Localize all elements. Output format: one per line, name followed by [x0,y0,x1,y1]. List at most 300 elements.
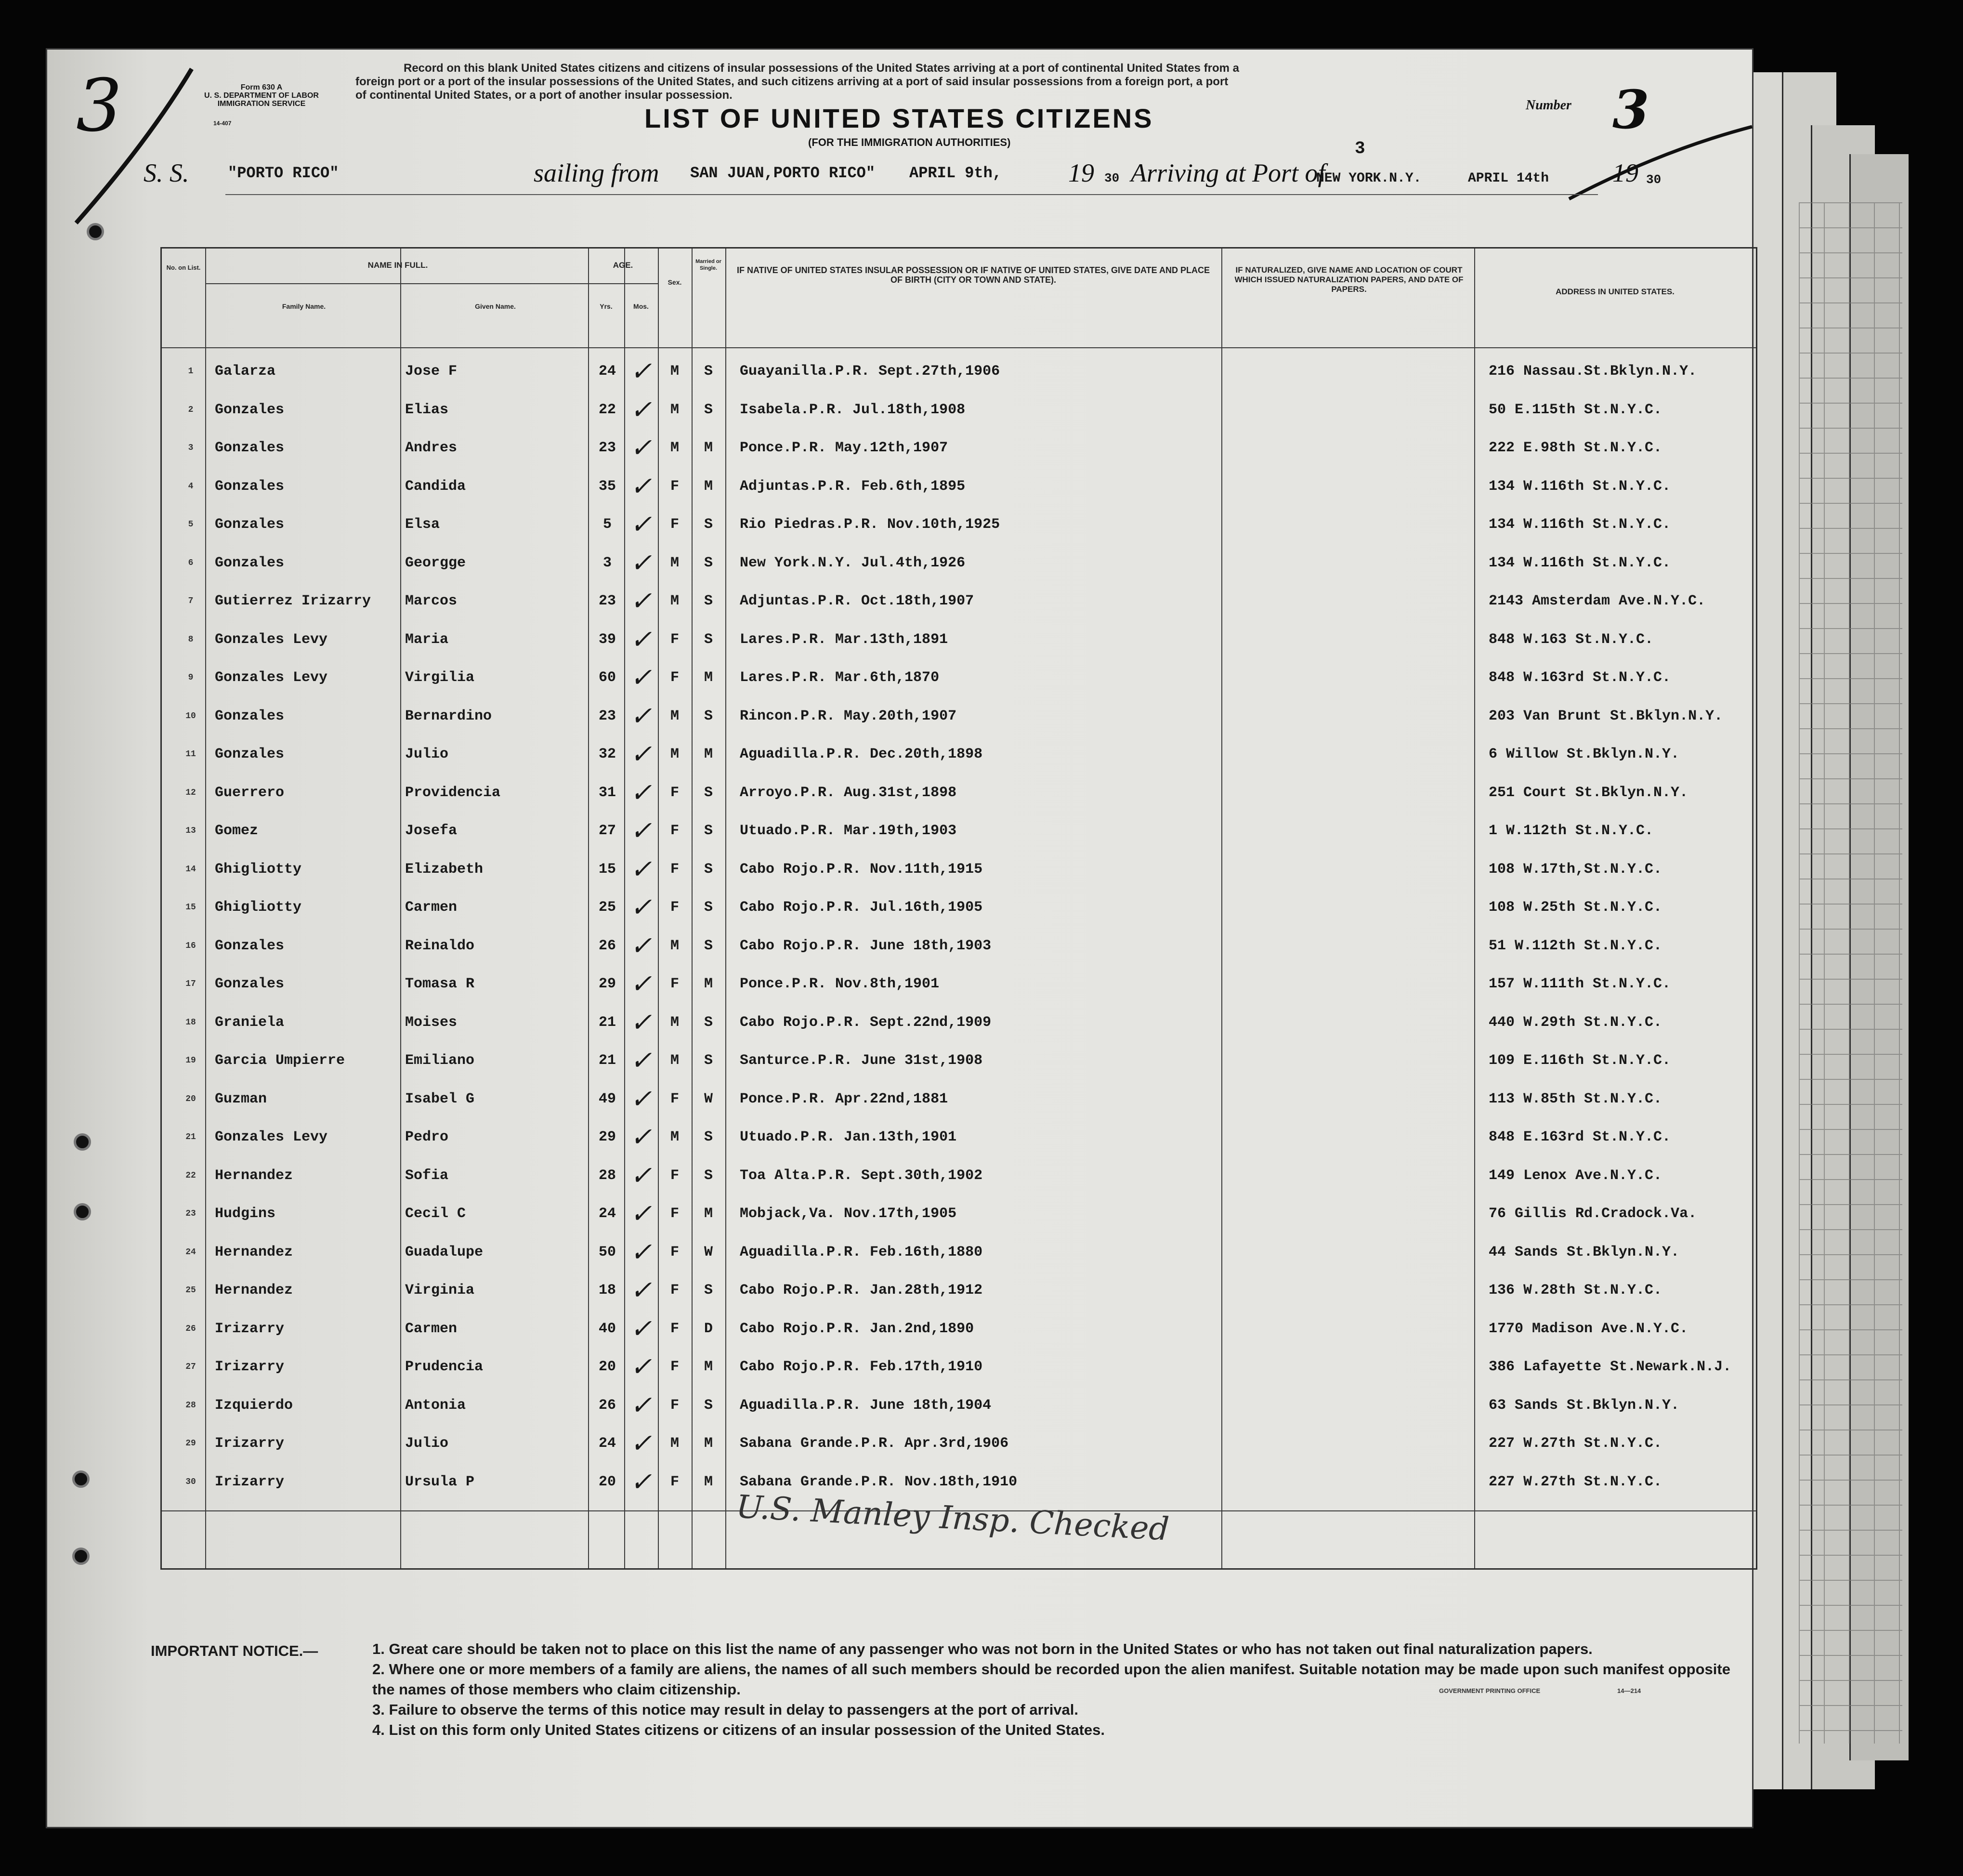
given-name: Virgilia [405,669,475,686]
table-row [162,965,1756,1003]
family-name: Gonzales [215,440,285,456]
sex: F [670,516,679,533]
family-name: Ghigliotty [215,899,302,916]
sex: F [670,1167,679,1184]
marital-status: S [704,784,713,801]
birth-place-date: Cabo Rojo.P.R. June 18th,1903 [740,937,992,954]
sex: F [670,631,679,648]
voyage-rule [225,194,1598,195]
age-years: 26 [598,1397,616,1414]
family-name: Gonzales Levy [215,631,328,648]
table-row [162,1271,1756,1310]
birth-place-date: Sabana Grande.P.R. Apr.3rd,1906 [740,1435,1009,1452]
number-label: Number [1526,98,1571,113]
birth-place-date: Ponce.P.R. Nov.8th,1901 [740,976,940,992]
manifest-sheet [46,48,1754,1828]
preamble-line: of continental United States, or a port of another insular possession. [355,89,733,102]
table-row [162,1348,1756,1386]
family-name: Gonzales Levy [215,669,328,686]
birth-place-date: Aguadilla.P.R. June 18th,1904 [740,1397,992,1414]
checkmark-icon: ✓ [630,1045,652,1076]
preamble-line: foreign port or a port of the insular possessions of the United States, and such citizens arriving at a port of said insular possessions from a foreign port, a port [355,75,1229,88]
age-years: 21 [598,1052,616,1069]
given-name: Guadalupe [405,1244,484,1260]
table-row [162,812,1756,850]
arrival-port: NEW YORK.N.Y. [1316,171,1422,186]
row-number: 1 [188,367,194,376]
sex: F [670,1320,679,1337]
marital-status: S [704,631,713,648]
us-address: 848 W.163 St.N.Y.C. [1489,631,1654,648]
row-number: 27 [185,1362,196,1372]
sailing-from: SAN JUAN,PORTO RICO" [690,164,876,182]
age-years: 32 [598,746,616,762]
row-number: 3 [188,443,194,453]
marital-status: S [704,1167,713,1184]
age-years: 27 [598,823,616,839]
given-name: Julio [405,1435,449,1452]
form-small-code: 14-407 [213,120,232,127]
table-row [162,1156,1756,1195]
sex: F [670,1244,679,1260]
table-row [162,467,1756,506]
checkmark-icon: ✓ [630,586,652,616]
sex: M [670,1052,679,1069]
marital-status: S [704,937,713,954]
family-name: Hernandez [215,1167,293,1184]
age-years: 24 [598,1206,616,1222]
checkmark-icon: ✓ [630,471,652,501]
family-name: Galarza [215,363,276,380]
birth-place-date: Cabo Rojo.P.R. Nov.11th,1915 [740,861,983,878]
sex: F [670,1397,679,1414]
checkmark-icon: ✓ [630,739,652,769]
given-name: Carmen [405,899,458,916]
given-name: Antonia [405,1397,466,1414]
sex: F [670,1359,679,1375]
sex: F [670,1282,679,1299]
table-row [162,1386,1756,1425]
row-number: 9 [188,673,194,682]
table-row [162,544,1756,582]
sex: M [670,708,679,724]
row-number: 30 [185,1477,196,1487]
notice-item: 1. Great care should be taken not to place on this list the name of any passenger who was not born in the United States or who has not taken out final naturalization papers. [372,1640,1593,1657]
marital-status: S [704,554,713,571]
family-name: Graniela [215,1014,285,1031]
table-row [162,888,1756,927]
checkmark-icon: ✓ [630,892,652,922]
family-name: Gonzales [215,746,285,762]
birth-place-date: Ponce.P.R. May.12th,1907 [740,440,948,456]
checkmark-icon: ✓ [630,853,652,884]
table-row [162,620,1756,659]
printer-credit: GOVERNMENT PRINTING OFFICE [1439,1687,1541,1694]
us-address: 76 Gillis Rd.Cradock.Va. [1489,1206,1697,1222]
checkmark-icon: ✓ [630,433,652,463]
table-row [162,774,1756,812]
age-years: 49 [598,1090,616,1107]
us-address: 108 W.17th,St.N.Y.C. [1489,861,1662,878]
birth-place-date: Utuado.P.R. Mar.19th,1903 [740,823,957,839]
age-years: 21 [598,1014,616,1031]
sex: F [670,1473,679,1490]
row-number: 28 [185,1400,196,1410]
table-row [162,850,1756,889]
birth-place-date: Toa Alta.P.R. Sept.30th,1902 [740,1167,983,1184]
preamble-line: Record on this blank United States citizens and citizens of insular possessions of the United States arriving at a port of continental United States from a [404,62,1239,75]
number-underline-mark [1564,122,1757,204]
row-number: 12 [185,787,196,798]
punch-hole [74,1203,91,1220]
sex: M [670,937,679,954]
inspector-signature: U.S. Manley Insp. Checked [735,1488,1170,1548]
service-name: IMMIGRATION SERVICE [217,100,306,108]
sex: M [670,593,679,609]
checkmark-icon: ✓ [630,1236,652,1267]
checkmark-icon: ✓ [630,815,652,846]
family-name: Gonzales [215,516,285,533]
given-name: Carmen [405,1320,458,1337]
header-birth: IF NATIVE OF UNITED STATES INSULAR POSSESSION OR IF NATIVE OF UNITED STATES, GIVE DATE AND PLACE OF BIRTH (CITY OR TOWN AND STATE). [736,265,1210,285]
header-married: Married or Single. [695,259,721,271]
us-address: 134 W.116th St.N.Y.C. [1489,516,1671,533]
sex: M [670,401,679,418]
age-years: 26 [598,937,616,954]
age-years: 20 [598,1359,616,1375]
age-years: 22 [598,401,616,418]
age-years: 31 [598,784,616,801]
row-number: 24 [185,1247,196,1257]
row-number: 18 [185,1017,196,1027]
marital-status: S [704,1052,713,1069]
age-years: 60 [598,669,616,686]
sex: F [670,784,679,801]
us-address: 2143 Amsterdam Ave.N.Y.C. [1489,593,1706,609]
given-name: Providencia [405,784,501,801]
checkmark-icon: ✓ [630,1007,652,1037]
marital-status: M [704,1206,713,1222]
family-name: Irizarry [215,1473,285,1490]
age-years: 23 [598,593,616,609]
row-number: 2 [188,405,194,415]
age-years: 29 [598,1129,616,1145]
notice-item: 4. List on this form only United States citizens or citizens of an insular possession of the United States. [372,1721,1105,1738]
arriving-label: Arriving at Port of [1131,158,1325,187]
page-subtitle: (FOR THE IMMIGRATION AUTHORITIES) [808,136,1011,148]
checkmark-icon: ✓ [630,1122,652,1152]
arrival-date: APRIL 14th [1468,171,1549,186]
table-row [162,735,1756,774]
family-name: Hudgins [215,1206,276,1222]
birth-place-date: Lares.P.R. Mar.13th,1891 [740,631,948,648]
header-family-name: Family Name. [282,302,326,310]
header-name-in-full: NAME IN FULL. [367,261,428,270]
row-number: 17 [185,979,196,989]
marital-status: M [704,976,713,992]
table-row [162,505,1756,544]
table-row [162,1424,1756,1463]
birth-place-date: Cabo Rojo.P.R. Sept.22nd,1909 [740,1014,992,1031]
family-name: Irizarry [215,1359,285,1375]
row-number: 23 [185,1209,196,1219]
given-name: Cecil C [405,1206,466,1222]
given-name: Candida [405,478,466,495]
sex: F [670,669,679,686]
marital-status: M [704,1473,713,1490]
header-sex: Sex. [667,278,682,286]
arrival-year: 30 [1646,172,1662,187]
us-address: 109 E.116th St.N.Y.C. [1489,1052,1671,1069]
checkmark-icon: ✓ [630,930,652,961]
checkmark-icon: ✓ [630,1351,652,1382]
family-name: Gonzales [215,554,285,571]
checkmark-icon: ✓ [630,1198,652,1229]
family-name: Hernandez [215,1282,293,1299]
sail-year: 30 [1104,171,1120,185]
page-edge-grid [1799,202,1902,1744]
us-address: 134 W.116th St.N.Y.C. [1489,478,1671,495]
header-address: ADDRESS IN UNITED STATES. [1556,287,1675,296]
birth-place-date: New York.N.Y. Jul.4th,1926 [740,554,966,571]
given-name: Isabel G [405,1090,475,1107]
table-row [162,352,1756,391]
row-number: 11 [185,749,196,759]
marital-status: S [704,1129,713,1145]
family-name: Hernandez [215,1244,293,1260]
checkmark-icon: ✓ [630,969,652,999]
punch-hole [74,1133,91,1151]
row-number: 20 [185,1094,196,1104]
family-name: Guzman [215,1090,267,1107]
family-name: Gonzales [215,401,285,418]
us-address: 113 W.85th St.N.Y.C. [1489,1090,1662,1107]
age-years: 50 [598,1244,616,1260]
us-address: 848 W.163rd St.N.Y.C. [1489,669,1671,686]
sex: F [670,478,679,495]
row-number: 10 [185,711,196,721]
table-row [162,1194,1756,1233]
birth-place-date: Cabo Rojo.P.R. Jan.2nd,1890 [740,1320,974,1337]
birth-place-date: Aguadilla.P.R. Feb.16th,1880 [740,1244,983,1260]
given-name: Pedro [405,1129,449,1145]
marital-status: S [704,899,713,916]
marital-status: S [704,1014,713,1031]
form-footer-code: 14—214 [1617,1687,1641,1694]
us-address: 6 Willow St.Bklyn.N.Y. [1489,746,1680,762]
checkmark-icon: ✓ [630,1390,652,1420]
age-years: 23 [598,708,616,724]
notice-item: 3. Failure to observe the terms of this notice may result in delay to passengers at the port of arrival. [372,1701,1079,1718]
table-row [162,1118,1756,1156]
sex: M [670,746,679,762]
table-row [162,658,1756,697]
marital-status: S [704,861,713,878]
us-address: 227 W.27th St.N.Y.C. [1489,1473,1662,1490]
ship-name: "PORTO RICO" [228,164,339,182]
row-number: 29 [185,1439,196,1448]
birth-place-date: Rincon.P.R. May.20th,1907 [740,708,957,724]
checkmark-icon: ✓ [630,547,652,578]
age-years: 28 [598,1167,616,1184]
given-name: Maria [405,631,449,648]
table-row [162,1080,1756,1118]
header-mos: Mos. [633,302,649,310]
punch-hole [72,1548,90,1565]
us-address: 251 Court St.Bklyn.N.Y. [1489,784,1688,801]
checkmark-icon: ✓ [630,1428,652,1458]
marital-status: S [704,363,713,380]
checkmark-icon: ✓ [630,700,652,731]
given-name: Andres [405,440,458,456]
checkmark-icon: ✓ [630,394,652,425]
form-number: Form 630 A [240,83,283,92]
marital-status: S [704,1282,713,1299]
given-name: Tomasa R [405,976,475,992]
given-name: Ursula P [405,1473,475,1490]
row-number: 7 [188,596,194,606]
number-value: 3 [1612,79,1649,141]
given-name: Elizabeth [405,861,484,878]
sex: F [670,1206,679,1222]
age-years: 15 [598,861,616,878]
sail-date: APRIL 9th, [909,164,1002,182]
sex: M [670,363,679,380]
us-address: 222 E.98th St.N.Y.C. [1489,440,1662,456]
checkmark-icon: ✓ [630,1160,652,1191]
year-prefix: 19 [1068,158,1094,187]
row-number: 25 [185,1286,196,1295]
us-address: 1770 Madison Ave.N.Y.C. [1489,1320,1688,1337]
checkmark-icon: ✓ [630,624,652,655]
us-address: 149 Lenox Ave.N.Y.C. [1489,1167,1662,1184]
row-number: 15 [185,903,196,912]
row-number: 4 [188,481,194,491]
birth-place-date: Santurce.P.R. June 31st,1908 [740,1052,983,1069]
birth-place-date: Adjuntas.P.R. Oct.18th,1907 [740,593,974,609]
birth-place-date: Aguadilla.P.R. Dec.20th,1898 [740,746,983,762]
checkmark-icon: ✓ [630,1466,652,1497]
given-name: Elias [405,401,449,418]
given-name: Emiliano [405,1052,475,1069]
table-row [162,582,1756,620]
row-number: 22 [185,1170,196,1181]
header-age: AGE. [613,261,633,270]
given-name: Virginia [405,1282,475,1299]
us-address: 51 W.112th St.N.Y.C. [1489,937,1662,954]
checkmark-icon: ✓ [630,662,652,693]
birth-place-date: Cabo Rojo.P.R. Jul.16th,1905 [740,899,983,916]
us-address: 50 E.115th St.N.Y.C. [1489,401,1662,418]
given-name: Julio [405,746,449,762]
sex: M [670,1014,679,1031]
age-years: 40 [598,1320,616,1337]
us-address: 108 W.25th St.N.Y.C. [1489,899,1662,916]
birth-place-date: Adjuntas.P.R. Feb.6th,1895 [740,478,966,495]
marital-status: S [704,401,713,418]
marital-status: S [704,708,713,724]
notice-item: 2. Where one or more members of a family are aliens, the names of all such members should be recorded upon the alien manifest. Suitable notation may be made upon such manifest opposite the names of those members who claim citizenship. [372,1661,1730,1698]
us-address: 386 Lafayette St.Newark.N.J. [1489,1359,1732,1375]
table-row [162,1233,1756,1272]
marital-status: M [704,669,713,686]
table-row [162,927,1756,965]
birth-place-date: Isabela.P.R. Jul.18th,1908 [740,401,966,418]
given-name: Moises [405,1014,458,1031]
marital-status: W [704,1090,713,1107]
checkmark-icon: ✓ [630,1275,652,1305]
ship-label: S. S. [144,158,189,187]
sex: F [670,976,679,992]
row-number: 19 [185,1056,196,1065]
sex: M [670,1129,679,1145]
us-address: 227 W.27th St.N.Y.C. [1489,1435,1662,1452]
table-row [162,391,1756,429]
family-name: Gonzales [215,937,285,954]
birth-place-date: Utuado.P.R. Jan.13th,1901 [740,1129,957,1145]
checkmark-icon: ✓ [630,509,652,539]
header-yrs: Yrs. [600,302,613,310]
age-years: 5 [602,516,612,533]
notice-label: IMPORTANT NOTICE.— [151,1642,318,1659]
form-code [192,83,331,108]
header-given-name: Given Name. [475,302,516,310]
given-name: Marcos [405,593,458,609]
sailing-label: sailing from [534,158,659,187]
arrival-year-prefix: 19 [1612,158,1638,187]
checkmark-icon: ✓ [630,1083,652,1114]
checkmark-icon: ✓ [630,1313,652,1344]
us-address: 1 W.112th St.N.Y.C. [1489,823,1654,839]
birth-place-date: Lares.P.R. Mar.6th,1870 [740,669,940,686]
table-row [162,1003,1756,1042]
row-number: 16 [185,941,196,951]
preamble-text [355,62,1511,102]
us-address: 216 Nassau.St.Bklyn.N.Y. [1489,363,1697,380]
family-name: Guerrero [215,784,285,801]
stamp-number: 3 [1355,139,1365,158]
page-title: LIST OF UNITED STATES CITIZENS [644,103,1154,133]
given-name: Bernardino [405,708,492,724]
birth-place-date: Ponce.P.R. Apr.22nd,1881 [740,1090,948,1107]
age-years: 39 [598,631,616,648]
given-name: Georgge [405,554,466,571]
sex: F [670,1090,679,1107]
family-name: Gutierrez Irizarry [215,593,371,609]
header-no: No. on List. [166,264,201,271]
family-name: Gonzales Levy [215,1129,328,1145]
table-row [162,697,1756,735]
marital-status: M [704,440,713,456]
family-name: Gonzales [215,478,285,495]
marital-status: W [704,1244,713,1260]
marital-status: S [704,516,713,533]
birth-place-date: Sabana Grande.P.R. Nov.18th,1910 [740,1473,1018,1490]
row-number: 14 [185,864,196,874]
row-number: 26 [185,1324,196,1334]
us-address: 136 W.28th St.N.Y.C. [1489,1282,1662,1299]
table-row [162,1463,1756,1501]
given-name: Prudencia [405,1359,484,1375]
row-number: 8 [188,634,194,644]
marital-status: M [704,478,713,495]
age-years: 20 [598,1473,616,1490]
family-name: Gomez [215,823,259,839]
us-address: 134 W.116th St.N.Y.C. [1489,554,1671,571]
sex: F [670,861,679,878]
birth-place-date: Mobjack,Va. Nov.17th,1905 [740,1206,957,1222]
given-name: Jose F [405,363,458,380]
